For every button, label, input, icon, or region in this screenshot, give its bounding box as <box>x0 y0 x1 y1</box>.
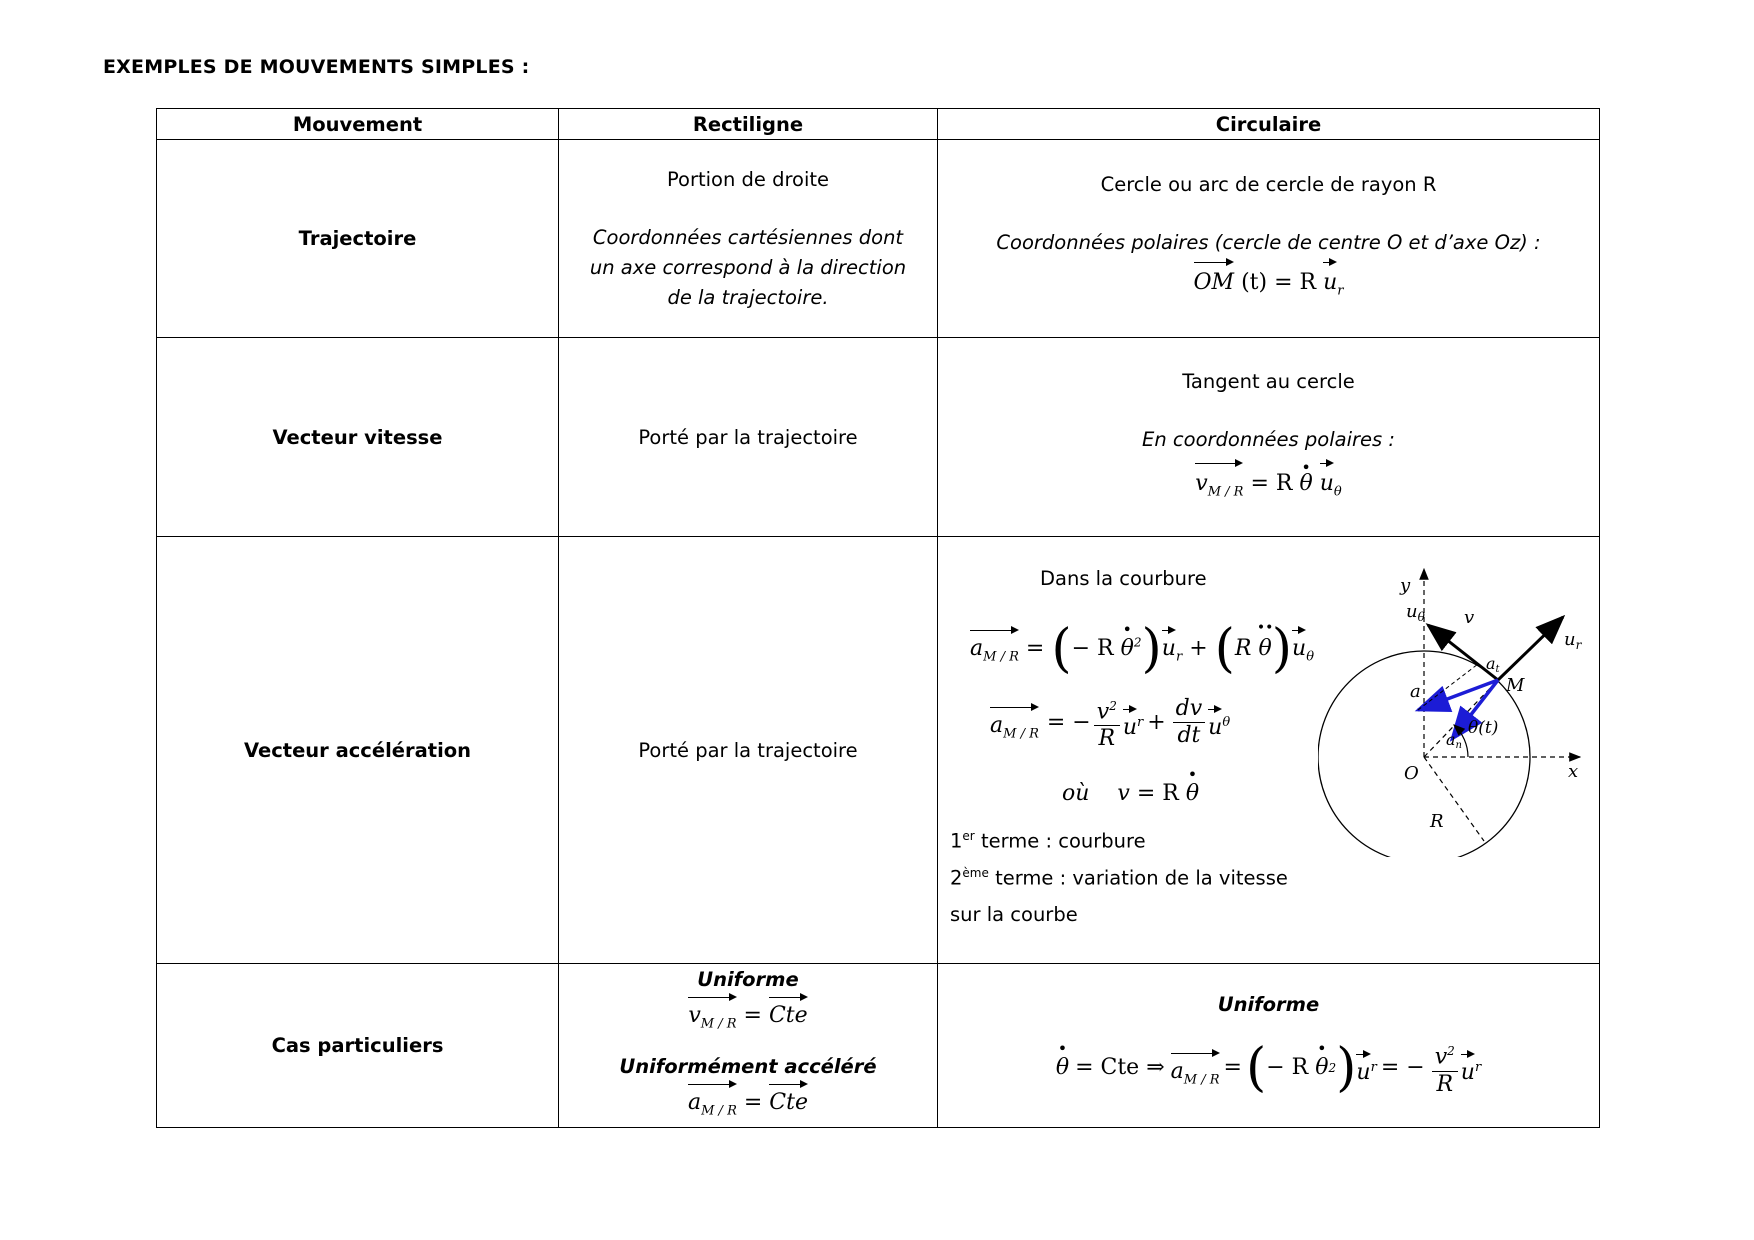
a-symbol-4: a <box>1170 1058 1184 1084</box>
v-sub-3: M / R <box>700 1016 737 1032</box>
circ-trajectoire-coords: Coordonnées polaires (cercle de centre O et d’axe Oz) : <box>996 231 1541 255</box>
row-label-trajectoire: Trajectoire <box>157 140 559 338</box>
ur-label-sub: r <box>1575 638 1582 652</box>
sq-sup-2: 2 <box>1109 699 1117 713</box>
a-vector <box>970 626 1019 664</box>
ur-arrow <box>1495 617 1563 680</box>
theta-dot-2: • θ <box>1186 781 1199 806</box>
circ-trajectoire-text: Cercle ou arc de cercle de rayon R <box>1100 173 1437 197</box>
header-circulaire: Circulaire <box>938 109 1600 140</box>
accel-equation-2 <box>990 693 1230 752</box>
at-label-sub: t <box>1495 664 1500 675</box>
table-row <box>157 338 1600 537</box>
r-symbol: R <box>1234 636 1252 661</box>
label-r: R <box>1430 811 1444 832</box>
terme-1-num: 1 <box>950 829 963 853</box>
row-label-cas: Cas particuliers <box>157 964 559 1128</box>
row-label-acceleration: Vecteur accélération <box>157 537 559 964</box>
terme-1 <box>950 829 1146 853</box>
v-const-equation <box>559 993 937 1037</box>
theta-dot-1: • θ <box>1121 636 1134 661</box>
courbure-text: Dans la courbure <box>1040 567 1207 590</box>
sq-sup: 2 <box>1133 635 1142 650</box>
utheta-label-base: u <box>1406 601 1418 622</box>
ur-vector: u <box>1323 258 1337 298</box>
utheta-sub-3: θ <box>1222 715 1231 731</box>
a-sub-2: M / R <box>1003 726 1039 742</box>
r-den-2: R <box>1436 1071 1454 1097</box>
a-vector-2 <box>990 703 1039 741</box>
rect-trajectoire-cell <box>559 140 938 338</box>
dv-num: dv <box>1173 696 1206 723</box>
theta-dot-3: • θ <box>1056 1055 1069 1080</box>
rect-uniformement: Uniformément accéléré <box>619 1054 877 1078</box>
label-v: v <box>1464 607 1475 628</box>
a-vector-3 <box>688 1080 737 1124</box>
terme-1-text: terme : courbure <box>974 829 1146 853</box>
v-num: v <box>1096 699 1110 725</box>
a-vector-4 <box>1171 1049 1220 1087</box>
uniform-circular-equation: • θ = Cte ⇒ $a_{M / R}$ = ( − R • θ 2 ) u r = − $\frac{v^2}{R}$ u r <box>1056 1038 1481 1097</box>
table-row <box>157 537 1600 964</box>
ur-sub-3: r <box>1137 715 1144 731</box>
v-num-2: v <box>1434 1044 1448 1070</box>
circ-trajectoire-cell <box>938 140 1600 338</box>
circ-uniforme: Uniforme <box>1217 993 1320 1017</box>
v-eq-2: = R <box>1136 781 1179 806</box>
label-ur <box>1564 629 1583 652</box>
row-label-vitesse: Vecteur vitesse <box>157 338 559 537</box>
label-m: M <box>1506 675 1525 696</box>
om-eq-middle: (t) = R <box>1241 270 1317 296</box>
terme-1-sup: er <box>962 829 975 843</box>
implies: = Cte ⇒ <box>1075 1055 1165 1081</box>
ur-label-base: u <box>1564 629 1576 650</box>
table-header-row <box>157 109 1600 140</box>
circ-acceleration-cell <box>938 537 1600 964</box>
eq-sign-5: = <box>1223 1055 1242 1081</box>
label-y: y <box>1400 575 1411 596</box>
ur-vector-3: u <box>1123 705 1137 740</box>
at-label-base: a <box>1486 654 1496 673</box>
polar-diagram <box>1318 557 1598 857</box>
terme-2-num: 2 <box>950 866 963 890</box>
utheta-vector-2: u <box>1292 626 1306 661</box>
eq-sign: = <box>1025 636 1045 661</box>
terme-2-sup: ème <box>962 866 989 880</box>
page-title: EXEMPLES DE MOUVEMENTS SIMPLES : <box>103 56 530 78</box>
a-symbol-2: a <box>990 713 1004 739</box>
minus-r: − R <box>1071 636 1114 661</box>
motion-table <box>156 108 1600 1128</box>
header-rectiligne: Rectiligne <box>559 109 938 140</box>
label-o: O <box>1404 763 1419 784</box>
at-dash <box>1418 664 1478 710</box>
theta-ddot: •• θ <box>1259 636 1272 661</box>
ur-sub-4: r <box>1370 1060 1377 1076</box>
a-symbol-3: a <box>687 1089 702 1115</box>
circ-vitesse-text: Tangent au cercle <box>1182 369 1355 393</box>
terme-2 <box>950 866 1288 890</box>
ur-vector-4: u <box>1356 1050 1370 1085</box>
an-label-base: a <box>1446 730 1456 749</box>
v-vector <box>1195 459 1243 507</box>
terme-2-cont: sur la courbe <box>950 903 1078 926</box>
v-symbol-3: v <box>688 1003 701 1029</box>
label-x: x <box>1568 761 1579 782</box>
label-an <box>1446 730 1462 751</box>
circ-cas-cell <box>938 964 1600 1128</box>
plus-sign-2: + <box>1147 710 1166 736</box>
theta-dot-4: • θ <box>1315 1055 1328 1080</box>
plus-sign: + <box>1189 636 1208 661</box>
ur-vector-5: u <box>1461 1050 1475 1085</box>
rect-uniforme: Uniforme <box>697 968 799 992</box>
accel-equation-1: $a_{M / R}$ = (− R • $\theta^2)u_r + (R$ •• $\theta)u_\theta$ <box>970 623 1314 675</box>
cte-vector-2: Cte <box>769 1080 808 1116</box>
dt-den: dt <box>1177 723 1201 749</box>
circ-vitesse-cell <box>938 338 1600 537</box>
a-sub-3: M / R <box>701 1102 737 1118</box>
header-mouvement: Mouvement <box>157 109 559 140</box>
rect-trajectoire-text: Portion de droite <box>666 167 830 191</box>
label-a: a <box>1410 681 1421 702</box>
table-row <box>157 140 1600 338</box>
a-symbol: a <box>970 636 984 661</box>
v-vector-3 <box>688 993 736 1037</box>
a-const-equation <box>559 1080 937 1124</box>
om-equation <box>938 258 1599 306</box>
table-row <box>157 964 1600 1128</box>
a-sub-4: M / R <box>1183 1072 1220 1088</box>
label-thetat: θ(t) <box>1468 718 1499 738</box>
utheta-label-sub: θ <box>1417 610 1425 624</box>
cte-vector: Cte <box>769 993 808 1029</box>
eq-sign-4: = <box>743 1089 763 1115</box>
utheta-vector-3: u <box>1208 705 1222 740</box>
label-utheta <box>1406 601 1426 624</box>
minus-r-2: − R <box>1266 1055 1309 1081</box>
utheta-sub: θ <box>1333 484 1342 500</box>
rect-trajectoire-coords: Coordonnées cartésiennes dont un axe correspond à la direction de la trajectoire. <box>589 225 907 309</box>
v-relation <box>1062 781 1199 806</box>
v-symbol: v <box>1195 470 1208 496</box>
utheta-sub-2: θ <box>1306 649 1315 665</box>
sq-sup-4: 2 <box>1447 1044 1455 1059</box>
om-vector: OM <box>1194 258 1235 298</box>
eq-sign-3: = <box>743 1003 762 1029</box>
utheta-vector: u <box>1320 459 1334 499</box>
a-sub: M / R <box>983 649 1019 665</box>
rect-vitesse-cell: Porté par la trajectoire <box>559 338 938 537</box>
terme-2-text: terme : variation de la vitesse <box>988 866 1288 890</box>
ur-vector-2: u <box>1162 626 1176 661</box>
sq-sup-3: 2 <box>1328 1060 1337 1075</box>
v-sub: M / R <box>1207 484 1244 500</box>
theta-dot: • θ <box>1299 469 1312 499</box>
label-at <box>1486 654 1501 675</box>
circ-vitesse-coords: En coordonnées polaires : <box>1142 427 1395 451</box>
rect-acceleration-cell: Porté par la trajectoire <box>559 537 938 964</box>
v-eq: = R <box>1250 470 1293 496</box>
ur-sub: r <box>1337 283 1344 299</box>
minus-eq: = − <box>1046 710 1091 736</box>
ou-word: où <box>1062 781 1090 806</box>
minus-eq-2: = − <box>1380 1055 1425 1081</box>
r-den: R <box>1098 726 1116 752</box>
an-label-sub: n <box>1455 740 1462 751</box>
rect-cas-cell <box>559 964 938 1128</box>
ur-sub-2: r <box>1175 649 1183 665</box>
ur-sub-5: r <box>1474 1060 1482 1076</box>
velocity-equation <box>938 459 1599 507</box>
v-symbol-2: v <box>1117 781 1130 806</box>
